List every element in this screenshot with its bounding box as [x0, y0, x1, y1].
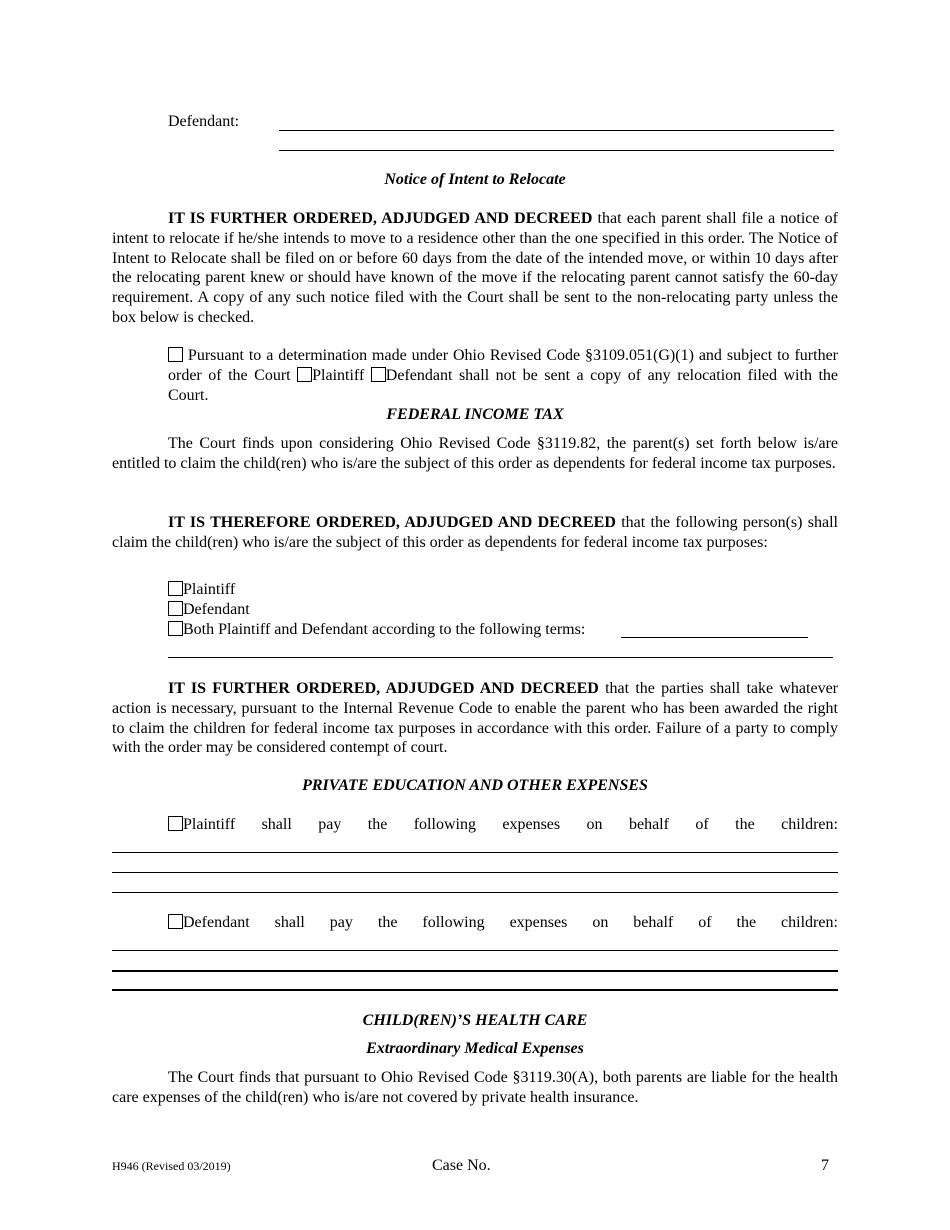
tax-option-plaintiff[interactable] — [168, 580, 235, 600]
tax-terms-line-2[interactable] — [168, 657, 833, 658]
case-number-label: Case No. — [432, 1157, 491, 1174]
tax-terms-line-1[interactable] — [621, 637, 808, 638]
private-education-heading: PRIVATE EDUCATION AND OTHER EXPENSES — [302, 777, 648, 794]
tax-both-checkbox[interactable] — [168, 621, 183, 636]
plaintiff-expenses-checkbox[interactable] — [168, 816, 183, 831]
tax-plaintiff-label: Plaintiff — [183, 581, 236, 598]
health-care-paragraph — [112, 1068, 838, 1108]
plaintiff-expenses-word: expenses — [502, 816, 561, 833]
tax-option-both[interactable] — [168, 620, 585, 640]
relocate-defendant-checkbox[interactable] — [371, 367, 386, 382]
health-care-paragraph-text: The Court finds that pursuant to Ohio Revised Code §3119.30(A), both parents are liable for the health care expenses of the child(ren) who is/are not covered by private health insurance. — [112, 1069, 838, 1106]
defendant-expenses-word: on — [592, 914, 609, 931]
defendant-expenses-line-1[interactable] — [112, 950, 838, 951]
defendant-expenses-first — [168, 913, 250, 933]
relocate-ordered-bold: IT IS FURTHER ORDERED, ADJUDGED AND DECREED — [168, 210, 593, 227]
plaintiff-expenses-word: the — [367, 816, 388, 833]
federal-tax-heading: FEDERAL INCOME TAX — [386, 406, 564, 423]
defendant-name-line-2[interactable] — [279, 150, 834, 151]
relocate-option — [168, 346, 838, 405]
health-care-heading: CHILD(REN)’S HEALTH CARE — [362, 1012, 588, 1029]
plaintiff-expenses-line-1[interactable] — [112, 852, 838, 853]
federal-tax-paragraph-3-text: that the parties shall take whatever action is necessary, pursuant to the Internal Revenue Code to enable the parent who has been awarded the right to claim the children for federal income tax purposes in accordance with this order. Failure of a party to comply with the order may be considered contempt of court. — [112, 680, 839, 757]
page-number: 7 — [821, 1157, 829, 1174]
plaintiff-expenses-word: behalf — [628, 816, 669, 833]
defendant-expenses-word: the — [736, 914, 757, 931]
plaintiff-expenses-word: following — [413, 816, 476, 833]
defendant-label: Defendant: — [168, 113, 240, 130]
plaintiff-expenses-line-3[interactable] — [112, 892, 838, 893]
federal-tax-paragraph-3 — [112, 679, 838, 758]
relocate-plaintiff-checkbox[interactable] — [297, 367, 312, 382]
defendant-expenses-word: following — [422, 914, 485, 931]
tax-option-defendant[interactable] — [168, 600, 250, 620]
relocate-defendant-label: Defendant shall not be sent a copy of any relocation filed with the Court. — [168, 366, 839, 404]
relocate-plaintiff-label: Plaintiff — [312, 366, 371, 384]
relocate-paragraph-text: that each parent shall file a notice of intent to relocate if he/she intends to move to a residence other than the one specified in this order. The Notice of Intent to Relocate shall be filed on or before 60 days from the date of the intended move, or within 10 days after the relocating parent knew or should have known of the move if the relocating parent cannot satisfy the 60-day requirement. A copy of any such notice filed with the Court shall be sent to the non-relocating party unless the box below is checked. — [112, 210, 838, 326]
plaintiff-expenses-row — [168, 815, 838, 835]
defendant-expenses-checkbox[interactable] — [168, 914, 183, 929]
defendant-expenses-word: shall — [274, 914, 305, 931]
tax-defendant-label: Defendant — [183, 601, 250, 618]
plaintiff-expenses-word: shall — [261, 816, 292, 833]
defendant-name-line-1[interactable] — [279, 130, 834, 131]
defendant-expenses-word: of — [698, 914, 712, 931]
defendant-expenses-word: behalf — [633, 914, 674, 931]
federal-tax-paragraph-2 — [112, 513, 838, 553]
plaintiff-expenses-word: the — [735, 816, 755, 833]
medical-expenses-subheading: Extraordinary Medical Expenses — [366, 1040, 584, 1057]
no-copy-checkbox[interactable] — [168, 347, 183, 362]
federal-tax-paragraph-1 — [112, 434, 838, 474]
plaintiff-expenses-first — [168, 815, 235, 835]
federal-tax-paragraph-2-text: that the following person(s) shall claim the child(ren) who is/are the subject of this order as dependents for federal income tax purposes: — [112, 514, 839, 551]
defendant-expenses-word: pay — [329, 914, 353, 931]
plaintiff-expenses-word: Plaintiff — [183, 816, 236, 833]
relocate-paragraph — [112, 209, 838, 328]
defendant-expenses-word: the — [377, 914, 398, 931]
plaintiff-expenses-word: pay — [318, 816, 342, 833]
relocate-option-text: Pursuant to a determination made under Ohio Revised Code §3109.051(G)(1) and subject to further order of the Court — [168, 347, 838, 384]
federal-tax-further-ordered-bold: IT IS FURTHER ORDERED, ADJUDGED AND DECREED — [168, 680, 599, 697]
tax-plaintiff-checkbox[interactable] — [168, 581, 183, 596]
defendant-expenses-line-2[interactable] — [112, 970, 838, 972]
plaintiff-expenses-line-2[interactable] — [112, 872, 838, 873]
form-id: H946 (Revised 03/2019) — [112, 1159, 231, 1173]
plaintiff-expenses-word: of — [695, 816, 709, 833]
plaintiff-expenses-word: children: — [781, 816, 838, 833]
defendant-expenses-word: expenses — [509, 914, 568, 931]
tax-both-label: Both Plaintiff and Defendant according to the following terms: — [183, 621, 586, 638]
federal-tax-ordered-bold: IT IS THEREFORE ORDERED, ADJUDGED AND DECREED — [168, 514, 616, 531]
defendant-expenses-line-3[interactable] — [112, 989, 838, 991]
tax-defendant-checkbox[interactable] — [168, 601, 183, 616]
defendant-expenses-word: children: — [781, 914, 838, 931]
defendant-expenses-row — [168, 913, 838, 933]
defendant-expenses-word: Defendant — [183, 914, 250, 931]
relocate-heading: Notice of Intent to Relocate — [384, 171, 566, 188]
federal-tax-paragraph-1-text: The Court finds upon considering Ohio Revised Code §3119.82, the parent(s) set forth below is/are entitled to claim the child(ren) who is/are the subject of this order as dependents for federal income tax purposes. — [112, 435, 838, 472]
plaintiff-expenses-word: on — [586, 816, 603, 833]
